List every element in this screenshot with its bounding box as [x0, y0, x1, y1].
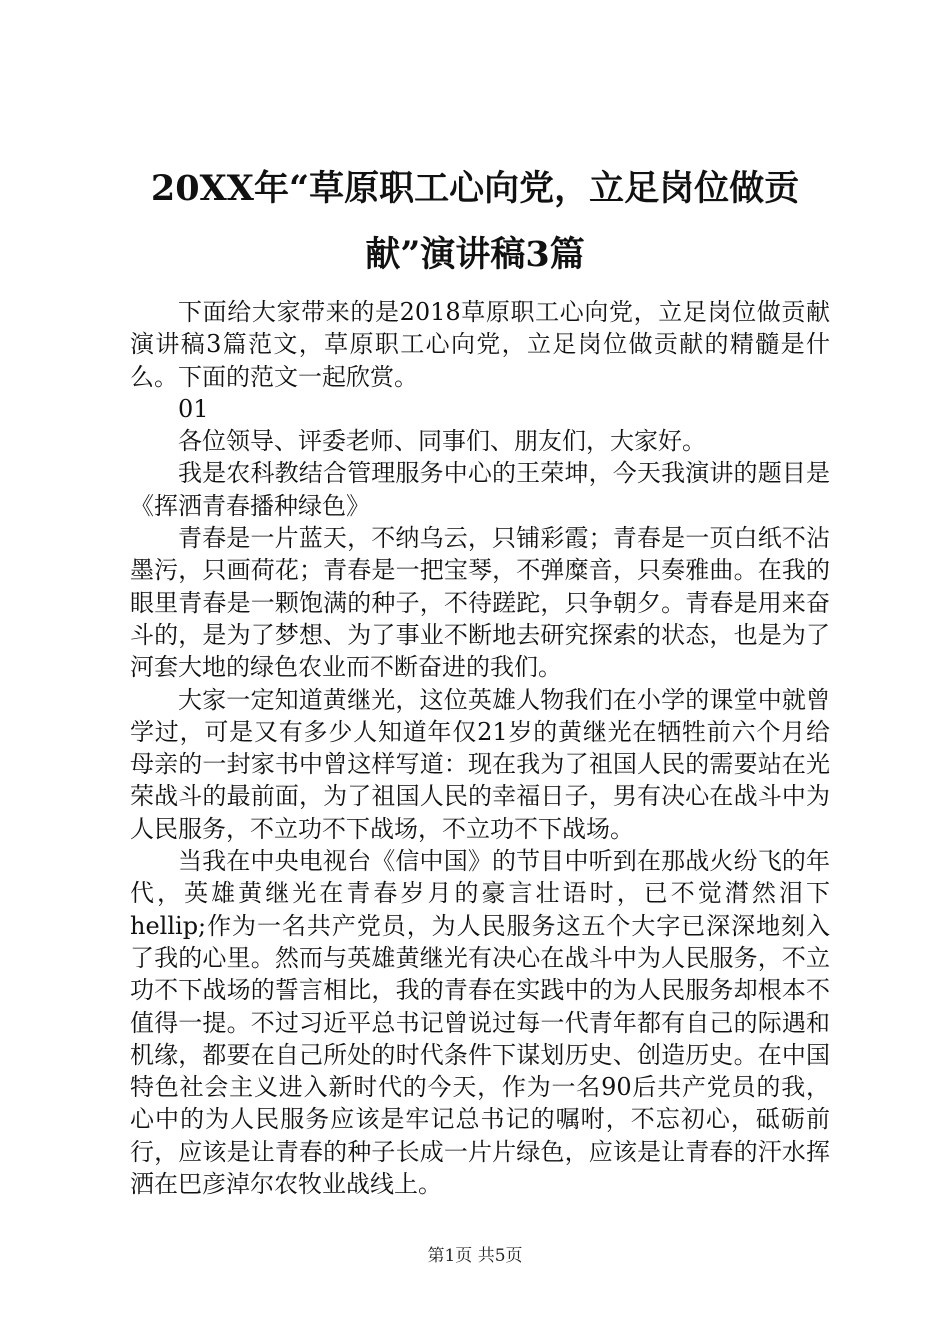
reflection-paragraph: 当我在中央电视台《信中国》的节目中听到在那战火纷飞的年代，英雄黄继光在青春岁月的豪言壮语时，已不觉潸然泪下hellip;作为一名共产党员，为人民服务这五个大字已深深地刻入了我的心里。然而与英雄黄继光有决心在战斗中为人民服务，不立功不下战场的誓言相比，我的青春在实践中的为人民服务却根本不值得一提。不过习近平总书记曾说过每一代青年都有自己的际遇和机缘，都要在自己所处的时代条件下谋划历史、创造历史。在中国特色社会主义进入新时代的今天，作为一名90后共产党员的我，心中的为人民服务应该是牢记总书记的嘱咐，不忘初心，砥砺前行，应该是让青春的种子长成一片片绿色，应该是让青春的汗水挥洒在巴彦淖尔农牧业战线上。 — [130, 847, 830, 1199]
section-number: 01 — [178, 394, 209, 423]
document-body — [130, 296, 830, 1200]
title-line-1: 20XX年“草原职工心向党，立足岗位做贡 — [150, 168, 800, 209]
greeting-paragraph: 各位领导、评委老师、同事们、朋友们，大家好。 — [178, 427, 706, 456]
document-title — [100, 156, 850, 288]
title-line-2: 献”演讲稿3篇 — [365, 234, 585, 275]
intro-paragraph: 下面给大家带来的是2018草原职工心向党，立足岗位做贡献演讲稿3篇范文，草原职工心向党，立足岗位做贡献的精髓是什么。下面的范文一起欣赏。 — [130, 298, 830, 391]
hero-paragraph: 大家一定知道黄继光，这位英雄人物我们在小学的课堂中就曾学过，可是又有多少人知道年仅21岁的黄继光在牺牲前六个月给母亲的一封家书中曾这样写道：现在我为了祖国人民的需要站在光荣战斗的最前面，为了祖国人民的幸福日子，男有决心在战斗中为人民服务，不立功不下战场，不立功不下战场。 — [130, 685, 830, 843]
self-intro-paragraph: 我是农科教结合管理服务中心的王荣坤，今天我演讲的题目是《挥洒青春播种绿色》 — [130, 459, 830, 520]
youth-paragraph: 青春是一片蓝天，不纳乌云，只铺彩霞；青春是一页白纸不沾墨污，只画荷花；青春是一把宝琴，不弹糜音，只奏雅曲。在我的眼里青春是一颗饱满的种子，不待蹉跎，只争朝夕。青春是用来奋斗的，是为了梦想、为了事业不断地去研究探索的状态，也是为了河套大地的绿色农业而不断奋进的我们。 — [130, 524, 830, 682]
page-footer: 第1页 共5页 — [427, 1246, 523, 1266]
